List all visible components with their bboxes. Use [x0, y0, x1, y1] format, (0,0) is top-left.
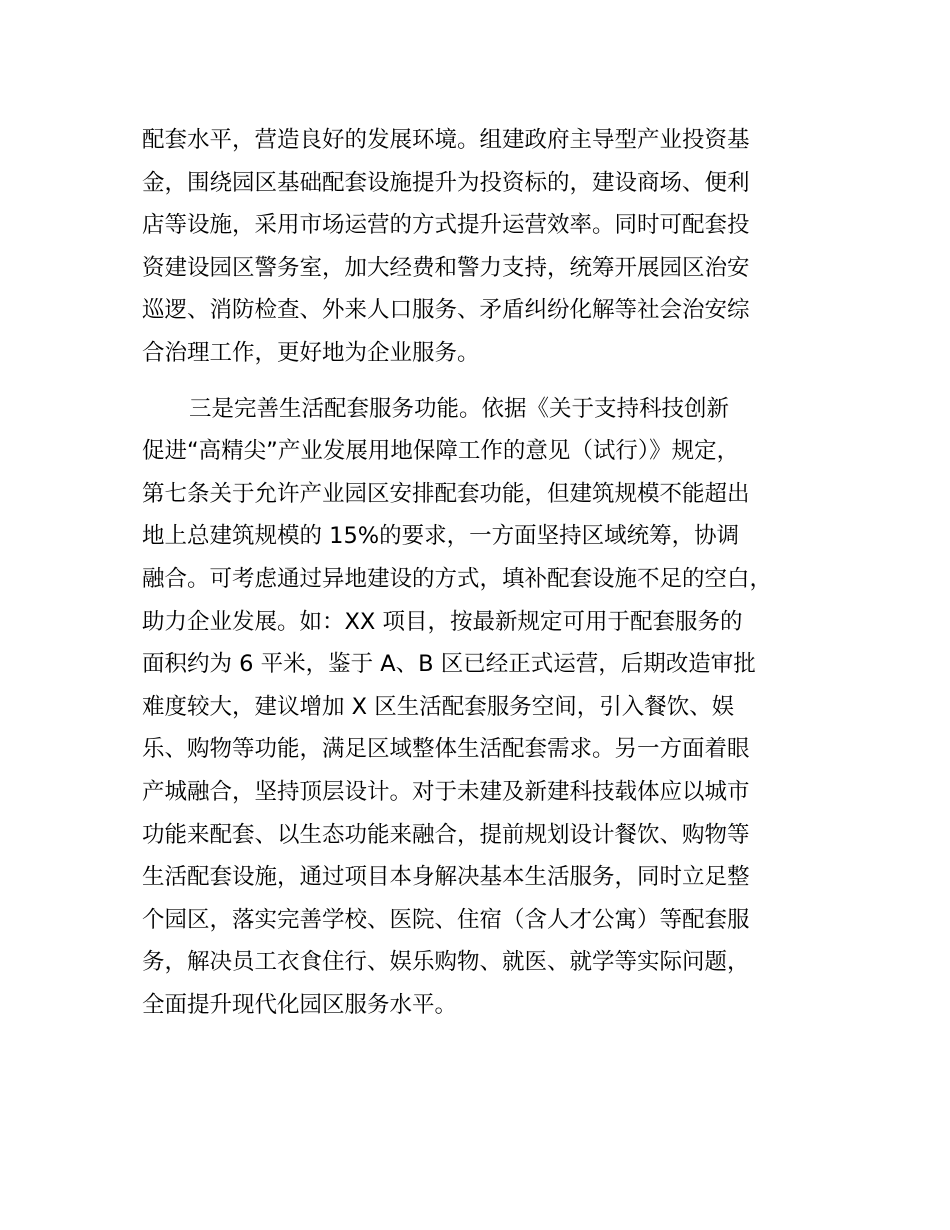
- paragraph-line: 乐、购物等功能，满足区域整体生活配套需求。另一方面着眼: [142, 736, 750, 763]
- paragraph-line: 产城融合，坚持顶层设计。对于未建及新建科技载体应以城市: [142, 778, 750, 805]
- paragraph-line: 融合。可考虑通过异地建设的方式，填补配套设施不足的空白，: [142, 565, 773, 592]
- paragraph-line: 巡逻、消防检查、外来人口服务、矛盾纠纷化解等社会治安综: [142, 297, 750, 324]
- paragraph-line: 助力企业发展。如：XX 项目，按最新规定可用于配套服务的: [142, 608, 743, 635]
- paragraph-line: 资建设园区警务室，加大经费和警力支持，统筹开展园区治安: [142, 254, 750, 281]
- paragraph-line: 个园区，落实完善学校、医院、住宿（含人才公寓）等配套服: [142, 906, 750, 933]
- paragraph-line: 促进“高精尖”产业发展用地保障工作的意见（试行）》规定，: [142, 438, 740, 465]
- paragraph-line: 地上总建筑规模的 15%的要求，一方面坚持区域统筹，协调: [142, 523, 740, 550]
- paragraph-line: 金，围绕园区基础配套设施提升为投资标的，建设商场、便利: [142, 169, 750, 196]
- paragraph-1: [142, 119, 842, 375]
- paragraph-line: 全面提升现代化园区服务水平。: [142, 991, 458, 1018]
- paragraph-line: 第七条关于允许产业园区安排配套功能，但建筑规模不能超出: [142, 480, 750, 507]
- paragraph-line: 功能来配套、以生态功能来融合，提前规划设计餐饮、购物等: [142, 821, 750, 848]
- paragraph-line: 生活配套设施，通过项目本身解决基本生活服务，同时立足整: [142, 864, 750, 891]
- paragraph-gap: [142, 375, 842, 388]
- paragraph-line: 三是完善生活配套服务功能。依据《关于支持科技创新: [189, 395, 730, 422]
- paragraph-line: 难度较大，建议增加 X 区生活配套服务空间，引入餐饮、娱: [142, 693, 735, 720]
- paragraph-line: 务，解决员工衣食住行、娱乐购物、就医、就学等实际问题，: [142, 949, 750, 976]
- paragraph-line: 合治理工作，更好地为企业服务。: [142, 339, 480, 366]
- paragraph-line: 配套水平，营造良好的发展环境。组建政府主导型产业投资基: [142, 127, 750, 153]
- paragraph-2: [142, 388, 842, 1027]
- document-body: [142, 119, 842, 1026]
- paragraph-line: 店等设施，采用市场运营的方式提升运营效率。同时可配套投: [142, 212, 750, 239]
- paragraph-line: 面积约为 6 平米，鉴于 A、B 区已经正式运营，后期改造审批: [142, 651, 756, 678]
